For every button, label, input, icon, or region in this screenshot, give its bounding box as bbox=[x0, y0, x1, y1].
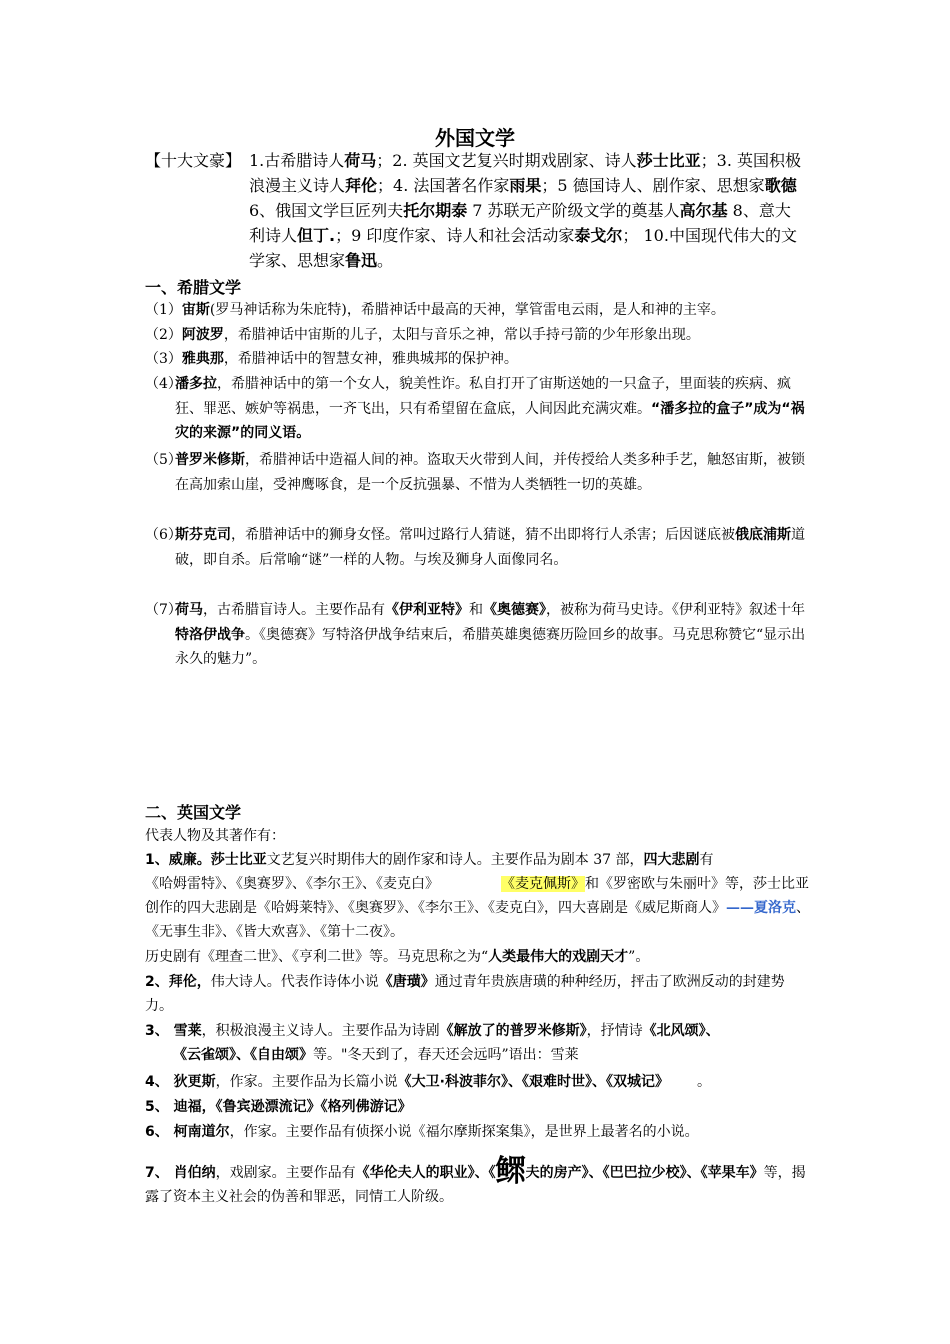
list-item: 6、 柯南道尔，作家。主要作品有侦探小说《福尔摩斯探案集》，是世界上最著名的小说。 bbox=[145, 1124, 699, 1140]
list-item: 5、 迪福，《鲁宾逊漂流记》《格列佛游记》 bbox=[145, 1099, 412, 1115]
list-item: （1）宙斯(罗马神话称为朱庇特)，希腊神话中最高的天神，掌管雷电云雨，是人和神的主宰。 bbox=[145, 302, 725, 318]
list-item: 3、 雪莱，积极浪漫主义诗人。主要作品为诗剧《解放了的普罗米修斯》，抒情诗《北风颂》、 《云雀颂》、《自由颂》等。"冬天到了，春天还会远吗”语出：雪莱 bbox=[145, 1023, 720, 1063]
list-item: 4、 狄更斯，作家。主要作品为长篇小说《大卫·科波菲尔》、《艰难时世》、《双城记》 。 bbox=[145, 1074, 711, 1090]
ten-masters-intro bbox=[145, 148, 805, 273]
list-item: 7、 肖伯纳，戏剧家。主要作品有《华伦夫人的职业》、《鳏夫的房产》、《巴巴拉少校》、《苹果车》等，揭露了资本主义社会的伪善和罪恶，同情工人阶级。 bbox=[145, 1154, 806, 1205]
section-heading-greek: 一、希腊文学 bbox=[145, 278, 242, 297]
list-item: （4） 潘多拉，希腊神话中的第一个女人，貌美性诈。私自打开了宙斯送她的一只盒子，里面装的疾病、疯狂、罪恶、嫉妒等祸患，一齐飞出，只有希望留在盒底，人间因此充满灾难。“潘多拉的盒子”成为“祸灾的来源”的同义语。 bbox=[145, 376, 805, 441]
section-subtitle: 代表人物及其著作有： bbox=[145, 828, 285, 844]
page-title: 外国文学 bbox=[435, 126, 515, 150]
list-item: （6） 斯芬克司，希腊神话中的狮身女怪。常叫过路行人猜谜，猜不出即将行人杀害；后因谜底被俄底浦斯道破，即自杀。后常喻“谜”一样的人物。与埃及狮身人面像同名。 bbox=[145, 527, 805, 568]
section-heading-english: 二、英国文学 bbox=[145, 803, 242, 822]
list-item: （2）阿波罗，希腊神话中宙斯的儿子，太阳与音乐之神，常以手持弓箭的少年形象出现。 bbox=[145, 327, 700, 343]
list-item: 历史剧有《理查二世》、《亨利二世》等。马克思称之为“人类最伟大的戏剧天才”。 bbox=[145, 949, 650, 965]
list-item: 1、威廉。莎士比亚文艺复兴时期伟大的剧作家和诗人。主要作品为剧本 37 部，四大悲剧有 《哈姆雷特》、《奥赛罗》、《李尔王》、《麦克白》 《麦克佩斯》和《罗密欧与朱丽叶》等，莎士比亚创作的四大悲剧是《哈姆莱特》、《奥赛罗》、《李尔王》、《麦克白》，四大喜剧是《威尼斯商人》——夏洛克、《无事生非》、《皆大欢喜》、《第十二夜》。 bbox=[145, 852, 810, 940]
list-item: 2、拜伦，伟大诗人。代表作诗体小说《唐璜》通过青年贵族唐璜的种种经历，抨击了欧洲反动的封建势力。 bbox=[145, 974, 785, 1014]
list-item: （7） 荷马，古希腊盲诗人。主要作品有《伊利亚特》和《奥德赛》，被称为荷马史诗。《伊利亚特》叙述十年特洛伊战争。《奥德赛》写特洛伊战争结束后，希腊英雄奥德赛历险回乡的故事。马克思称赞它“显示出永久的魅力”。 bbox=[145, 602, 806, 667]
list-item: （5） 普罗米修斯，希腊神话中造福人间的神。盗取天火带到人间，并传授给人类多种手艺，触怒宙斯，被锁在高加索山崖，受神鹰啄食，是一个反抗强暴、不惜为人类牺牲一切的英雄。 bbox=[145, 452, 805, 493]
list-item: （3）雅典那，希腊神话中的智慧女神，雅典城邦的保护神。 bbox=[145, 351, 518, 367]
intro-content: 1.古希腊诗人荷马；2. 英国文艺复兴时期戏剧家、诗人莎士比亚；3. 英国积极浪漫主义诗人拜伦；4. 法国著名作家雨果；5 德国诗人、剧作家、思想家歌德 6、俄国文学巨匠列夫托尔期泰 7 苏联无产阶级文学的奠基人高尔基 8、意大利诗人但丁.；9 印度作家、诗人和社会活动家泰戈尔； 10.中国现代伟大的文学家、思想家鲁迅。 bbox=[249, 151, 802, 270]
intro-label: 【十大文豪】 bbox=[145, 151, 242, 170]
